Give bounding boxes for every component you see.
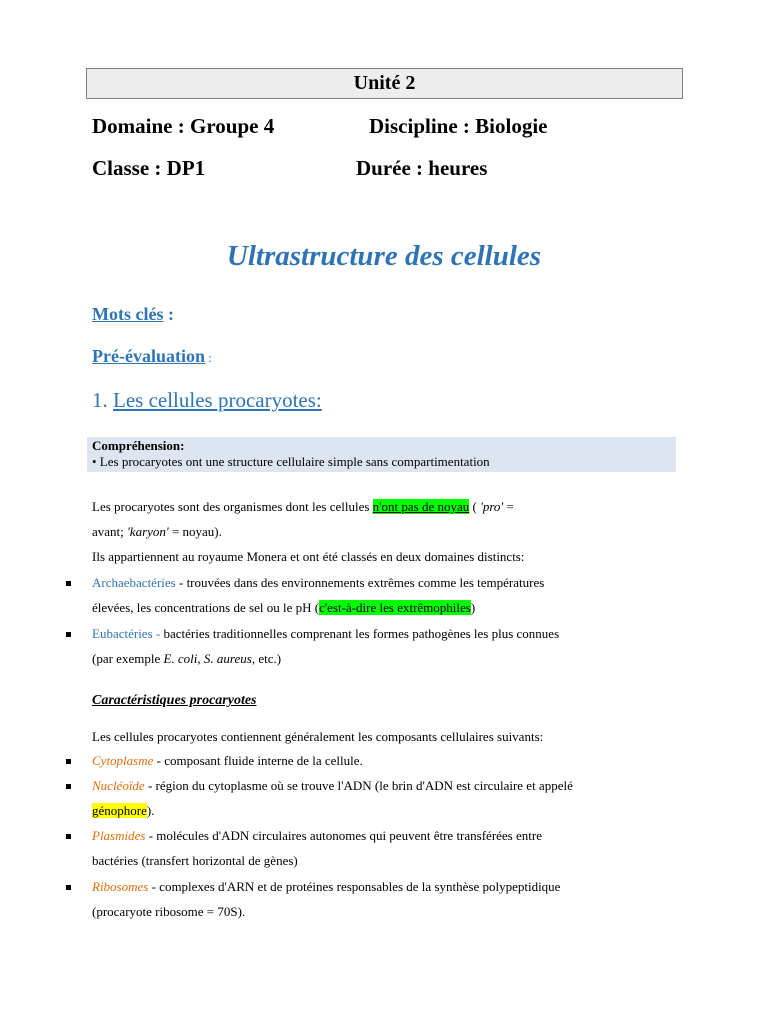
plasmides-line-2: bactéries (transfert horizontal de gènes) (92, 853, 298, 868)
caracteristiques-intro: Les cellules procaryotes contiennent généralement les composants cellulaires suivants: (92, 729, 544, 744)
duree-label: Durée : heures (356, 156, 488, 180)
term-eubacteries: Eubactéries (92, 626, 153, 641)
archaebacteria-line-1 (92, 575, 544, 591)
bullet-marker (66, 834, 71, 839)
nucleoide-close: ). (146, 803, 155, 818)
eubacteria-etc: , etc.) (251, 651, 282, 666)
archaebacteria-close: ) (470, 600, 476, 615)
term-cytoplasme: Cytoplasme (92, 753, 154, 768)
intro-line-3: Ils appartiennent au royaume Monera et ont été classés en deux domaines distincts: (92, 549, 525, 564)
unit-title: Unité 2 (353, 72, 416, 94)
comprehension-box (87, 437, 676, 472)
nucleoide-line-2 (92, 803, 154, 819)
eubacteria-line-1 (92, 626, 559, 642)
bullet-marker (66, 885, 71, 890)
term-plasmides: Plasmides (92, 828, 146, 843)
section-title: Les cellules procaryotes: (113, 388, 322, 412)
caracteristiques-heading: Caractéristiques procaryotes (92, 693, 257, 708)
nucleoide-desc: - région du cytoplasme où se trouve l'ADN (le brin d'ADN est circulaire et appelé (144, 778, 573, 793)
discipline-label: Discipline : Biologie (369, 114, 548, 138)
intro-line-2 (92, 524, 222, 540)
intro-avant: avant; (92, 524, 128, 539)
term-karyon: 'karyon' (127, 524, 169, 539)
term-ecoli: E. coli (163, 651, 198, 666)
intro-equals: = (503, 499, 514, 514)
ribosomes-desc: - complexes d'ARN et de protéines responsables de la synthèse polypeptidique (148, 879, 561, 894)
section-number: 1. (92, 388, 108, 412)
term-nucleoide: Nucléoïde (92, 778, 145, 793)
archaebacteria-desc-2: élevées, les concentrations de sel ou le pH ( (92, 600, 320, 615)
page-title: Ultrastructure des cellules (226, 240, 542, 272)
intro-line-1 (92, 499, 514, 515)
mots-cles-heading (92, 304, 174, 325)
highlight-genophore: génophore (92, 803, 147, 818)
intro-paren: ( (469, 499, 481, 514)
archaebacteria-line-2 (92, 600, 475, 616)
eubacteria-comma: , (197, 651, 204, 666)
ribosomes-line-2: (procaryote ribosome = 70S). (92, 904, 246, 919)
bullet-marker (66, 759, 71, 764)
highlight-no-nucleus: n'ont pas de noyau (372, 499, 470, 514)
classe-label: Classe : DP1 (92, 156, 206, 180)
eubacteria-example: (par exemple (92, 651, 164, 666)
intro-text: Les procaryotes sont des organismes dont les cellules (92, 499, 373, 514)
eubacteria-line-2 (92, 651, 281, 667)
section-heading-procaryotes (92, 388, 322, 413)
highlight-extremophiles: c'est-à-dire les extrêmophiles (319, 600, 471, 615)
eubacteria-desc: bactéries traditionnelles comprenant les formes pathogènes les plus connues (163, 626, 560, 641)
mots-cles-label: Mots clés (92, 304, 164, 324)
domaine-label: Domaine : Groupe 4 (92, 114, 275, 138)
comprehension-point: • Les procaryotes ont une structure cellulaire simple sans compartimentation (92, 454, 490, 469)
cytoplasme-line (92, 753, 363, 769)
nucleoide-line-1 (92, 778, 573, 794)
term-ribosomes: Ribosomes (92, 879, 149, 894)
intro-noyau: = noyau). (168, 524, 222, 539)
bullet-marker (66, 784, 71, 789)
pre-evaluation-sep: : (204, 350, 212, 365)
unit-header (86, 68, 683, 99)
cytoplasme-desc: - composant fluide interne de la cellule. (153, 753, 363, 768)
pre-evaluation-heading (92, 346, 212, 367)
bullet-marker (66, 632, 71, 637)
ribosomes-line-1 (92, 879, 560, 895)
archaebacteria-desc: - trouvées dans des environnements extrêmes comme les températures (175, 575, 545, 590)
bullet-marker (66, 581, 71, 586)
eubacteria-dash: - (152, 626, 164, 641)
mots-cles-sep: : (163, 304, 174, 324)
comprehension-label: Compréhension: (92, 438, 185, 453)
term-saureus: S. aureus (203, 651, 252, 666)
plasmides-line-1 (92, 828, 542, 844)
pre-evaluation-label: Pré-évaluation (92, 346, 205, 366)
plasmides-desc: - molécules d'ADN circulaires autonomes qui peuvent être transférées entre (145, 828, 542, 843)
term-archaebacteries: Archaebactéries (92, 575, 176, 590)
term-pro: 'pro' (480, 499, 504, 514)
